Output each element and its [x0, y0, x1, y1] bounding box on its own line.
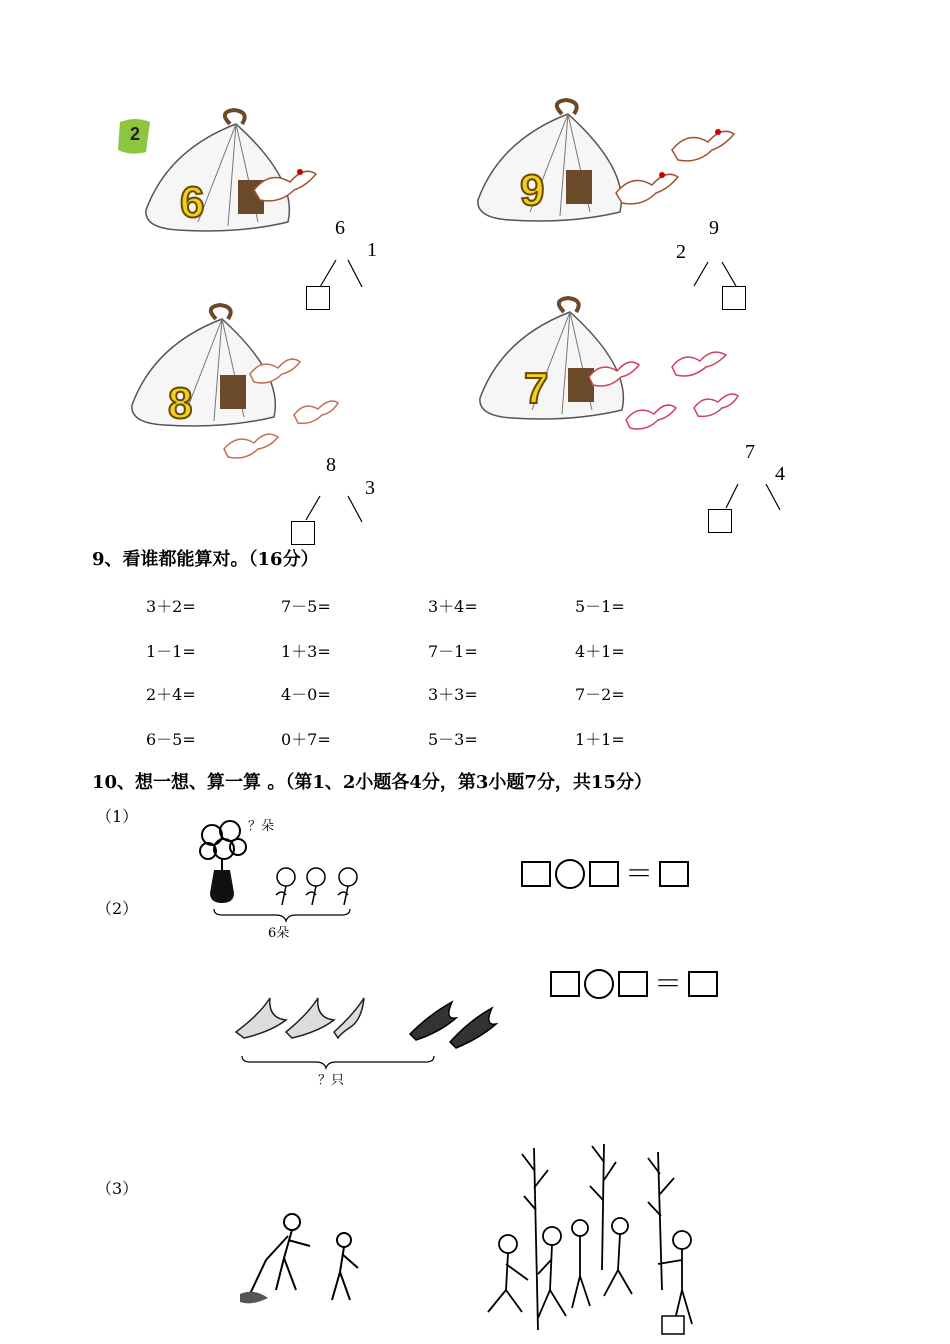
cage-number: 9 [520, 166, 545, 215]
answer-box[interactable] [708, 509, 732, 533]
equation[interactable]: 3＋4= [428, 597, 478, 616]
bird-icon [290, 395, 340, 429]
equation[interactable]: 5－1= [575, 597, 625, 616]
question-label-3: （3） [96, 1179, 139, 1198]
bird-icon [622, 398, 678, 434]
answer-box[interactable] [618, 971, 648, 997]
equation[interactable]: 7－2= [575, 685, 625, 704]
equation[interactable]: 1＋1= [575, 730, 625, 749]
bird-icon [668, 122, 738, 168]
section-heading: 10、想一想、算一算 。（第1、2小题各4分，第3小题7分，共15分） [92, 772, 652, 793]
cage-number: 7 [524, 364, 549, 413]
planting-trees-illustration [476, 1140, 726, 1340]
answer-box[interactable] [659, 861, 689, 887]
bird-icon [612, 165, 682, 211]
sweeping-illustration [240, 1210, 370, 1310]
equals-sign: ＝ [625, 857, 654, 890]
equation-template [550, 969, 718, 999]
equation[interactable]: 1＋3= [281, 642, 331, 661]
bond-part: 1 [367, 239, 377, 261]
equation[interactable]: 3＋3= [428, 685, 478, 704]
equation[interactable]: 3＋2= [146, 597, 196, 616]
flowers-question: ？朵 [248, 819, 275, 834]
children-planting-trees-icon [476, 1140, 726, 1340]
bird-icon [690, 388, 740, 422]
question-label-2: （2） [96, 899, 139, 918]
operator-circle[interactable] [555, 859, 585, 889]
birds-icon [230, 990, 500, 1090]
equation-template [521, 859, 689, 889]
bond-total: 6 [335, 217, 345, 239]
flowers-illustration [190, 815, 375, 945]
bird-icon [668, 345, 728, 381]
section-heading: 9、看谁都能算对。（16分） [92, 549, 319, 570]
children-sweeping-icon [240, 1210, 370, 1310]
bond-part: 2 [676, 241, 686, 263]
equation[interactable]: 0＋7= [281, 730, 331, 749]
answer-box[interactable] [521, 861, 551, 887]
birds-question: ？只 [318, 1073, 345, 1088]
equation[interactable]: 1－1= [146, 642, 196, 661]
bird-icon [250, 160, 320, 210]
answer-box[interactable] [722, 286, 746, 310]
equation[interactable]: 5－3= [428, 730, 478, 749]
bond-total: 9 [709, 217, 719, 239]
equation[interactable]: 2＋4= [146, 685, 196, 704]
cage-number: 6 [180, 178, 205, 227]
question-label-1: （1） [96, 807, 139, 826]
bond-part: 4 [775, 463, 785, 485]
bond-part: 3 [365, 477, 375, 499]
equation[interactable]: 4＋1= [575, 642, 625, 661]
equation[interactable]: 4－0= [281, 685, 331, 704]
answer-box[interactable] [688, 971, 718, 997]
equals-sign: ＝ [654, 967, 683, 1000]
equation[interactable]: 6－5= [146, 730, 196, 749]
cage-number: 8 [168, 379, 193, 428]
answer-box[interactable] [589, 861, 619, 887]
answer-box[interactable] [550, 971, 580, 997]
bird-icon [220, 425, 280, 465]
birds-illustration [230, 990, 500, 1090]
bird-icon [585, 355, 641, 391]
bird-icon [246, 352, 302, 388]
bond-total: 8 [326, 454, 336, 476]
equation[interactable]: 7－1= [428, 642, 478, 661]
svg-text:2: 2 [130, 124, 141, 144]
bond-total: 7 [745, 441, 755, 463]
flowers-total: 6朵 [268, 926, 290, 941]
equation[interactable]: 7－5= [281, 597, 331, 616]
operator-circle[interactable] [584, 969, 614, 999]
answer-box[interactable] [291, 521, 315, 545]
answer-box[interactable] [306, 286, 330, 310]
